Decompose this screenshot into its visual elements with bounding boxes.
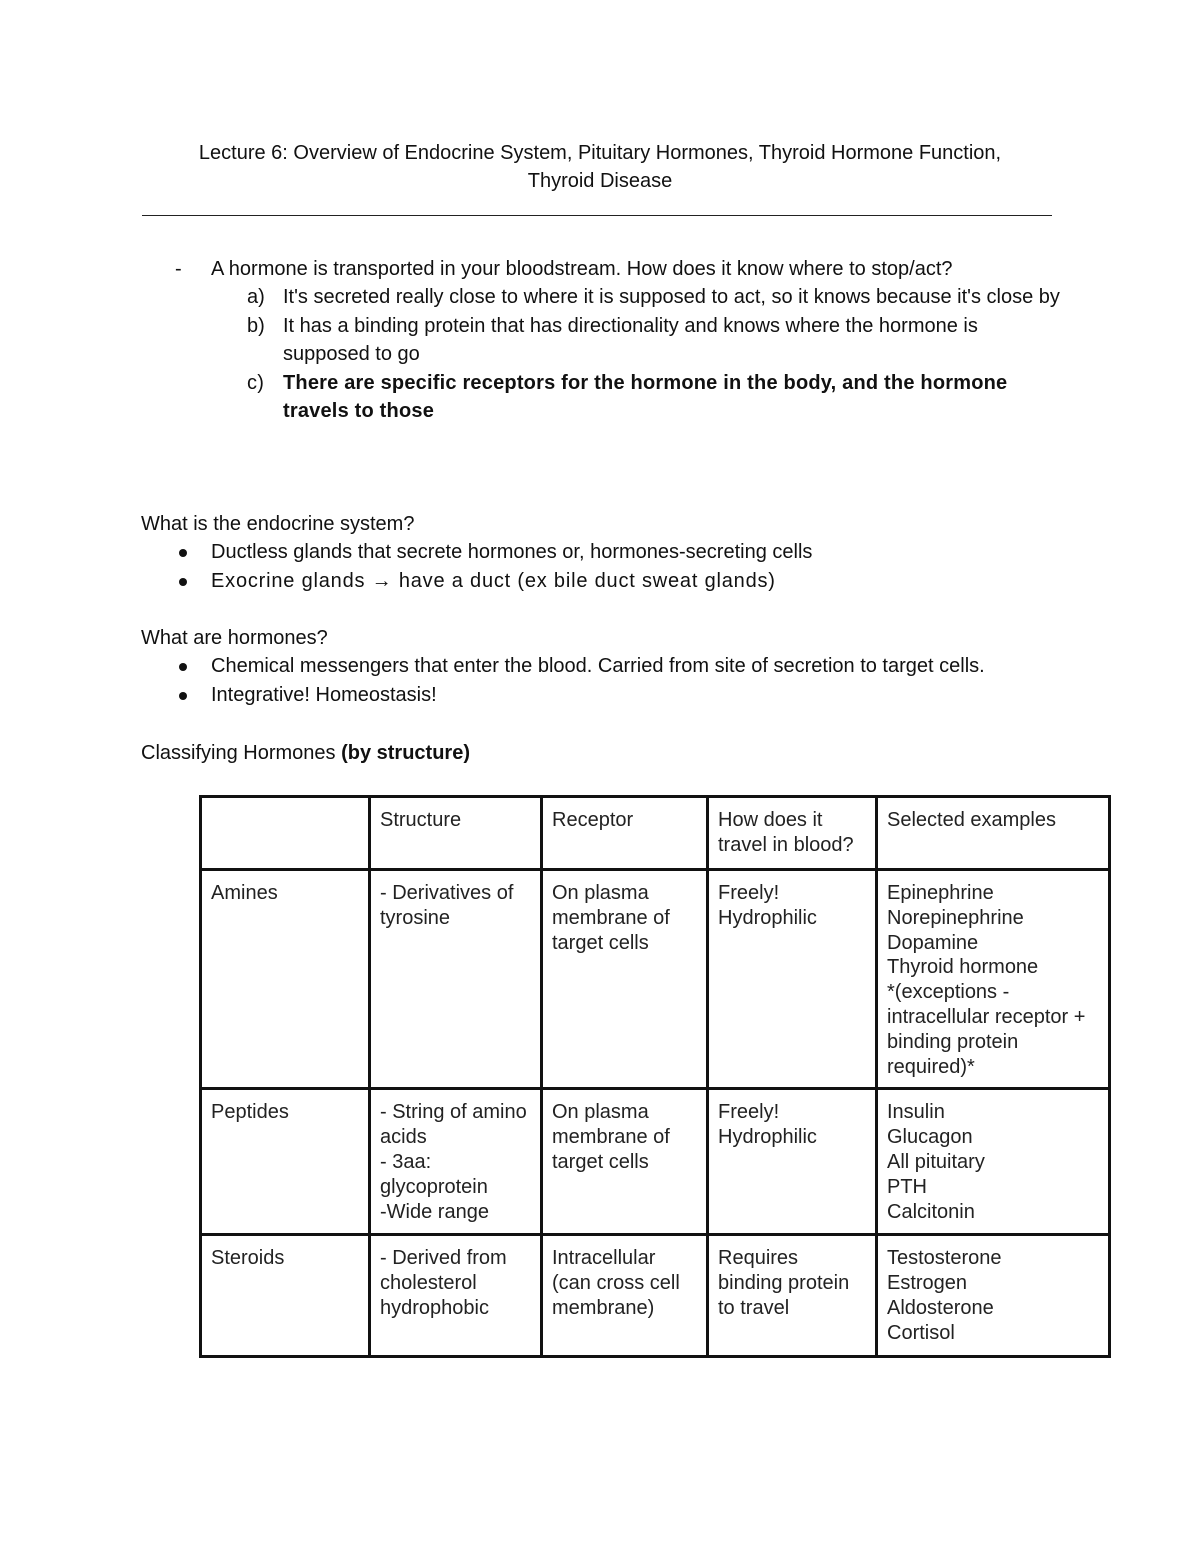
bullet-icon bbox=[179, 692, 187, 700]
receptor-cell bbox=[542, 1235, 708, 1357]
receptor-cell bbox=[542, 1089, 708, 1235]
cell-line: - 3aa: glycoprotein bbox=[380, 1150, 488, 1198]
bullet-item bbox=[175, 652, 985, 681]
endocrine-heading: What is the endocrine system? bbox=[141, 513, 415, 535]
hormones-heading: What are hormones? bbox=[141, 627, 328, 649]
cell-line: Estrogen bbox=[887, 1272, 968, 1295]
cell-line: Intracellular (can cross cell membrane) bbox=[552, 1247, 680, 1319]
travel-cell bbox=[708, 1089, 877, 1235]
travel-cell bbox=[708, 1235, 877, 1357]
cell-line: Requires binding protein to travel bbox=[718, 1247, 850, 1319]
bullet-text: Chemical messengers that enter the blood. Carried from site of secretion to target cells. bbox=[211, 655, 985, 677]
cell-line: - Derivatives of tyrosine bbox=[380, 882, 514, 929]
header-cell: Selected examples bbox=[877, 797, 1110, 870]
bullet-icon bbox=[179, 578, 187, 586]
cell-line: Hydrophilic bbox=[718, 1126, 817, 1149]
cell-line: - Derived from cholesterol hydrophobic bbox=[380, 1247, 507, 1319]
cell-line: Epinephrine bbox=[887, 882, 994, 904]
classifying-heading-text: Classifying Hormones bbox=[141, 742, 342, 764]
travel-cell bbox=[708, 870, 877, 1089]
row-name-cell: Steroids bbox=[201, 1235, 370, 1357]
cell-line: Norepinephrine bbox=[887, 906, 1024, 929]
classifying-heading-bold: (by structure) bbox=[341, 742, 470, 764]
table-row bbox=[201, 1235, 1110, 1357]
examples-cell bbox=[877, 1235, 1110, 1357]
bullet-text: Exocrine glands → have a duct (ex bile duct sweat glands) bbox=[211, 569, 776, 592]
answer-options-list bbox=[247, 283, 1067, 426]
option-marker: b) bbox=[247, 314, 265, 337]
bullet-icon bbox=[179, 549, 187, 557]
option-marker: a) bbox=[247, 286, 265, 308]
table-header-row bbox=[201, 797, 1110, 870]
header-cell bbox=[201, 797, 370, 870]
structure-cell bbox=[370, 870, 542, 1089]
cell-line: On plasma membrane of target cells bbox=[552, 882, 670, 954]
option-text: There are specific receptors for the hormone in the body, and the hormone travels to those bbox=[283, 371, 1008, 422]
cell-line: PTH bbox=[887, 1175, 927, 1198]
header-cell: Structure bbox=[370, 797, 542, 870]
option-text: It has a binding protein that has directionality and knows where the hormone is supposed to go bbox=[283, 314, 978, 365]
hormones-bullet-list bbox=[175, 652, 985, 709]
cell-line: Calcitonin bbox=[887, 1200, 975, 1223]
cell-line: -Wide range bbox=[380, 1200, 489, 1223]
classifying-heading bbox=[141, 739, 470, 767]
cell-line: Thyroid hormone bbox=[887, 956, 1039, 979]
bullet-icon bbox=[179, 663, 187, 671]
examples-cell bbox=[877, 870, 1110, 1089]
bullet-item bbox=[175, 567, 812, 596]
answer-option-b bbox=[247, 312, 1067, 369]
horizontal-rule bbox=[142, 215, 1052, 216]
cell-line: Aldosterone bbox=[887, 1296, 994, 1319]
bullet-item bbox=[175, 538, 812, 567]
cell-line: Freely! bbox=[718, 882, 780, 904]
table-row bbox=[201, 1089, 1110, 1235]
row-name-cell: Amines bbox=[201, 870, 370, 1089]
endocrine-bullet-list bbox=[175, 538, 812, 595]
cell-line: Cortisol bbox=[887, 1321, 955, 1344]
examples-cell bbox=[877, 1089, 1110, 1235]
bullet-text: Integrative! Homeostasis! bbox=[211, 683, 437, 706]
cell-line: All pituitary bbox=[887, 1150, 985, 1173]
cell-line: Hydrophilic bbox=[718, 906, 817, 929]
cell-line: Testosterone bbox=[887, 1247, 1002, 1270]
option-text: It's secreted really close to where it is supposed to act, so it knows because it's close by bbox=[283, 286, 1060, 308]
page-title-line-1: Lecture 6: Overview of Endocrine System, Pituitary Hormones, Thyroid Hormone Function, bbox=[198, 142, 1002, 164]
structure-cell bbox=[370, 1235, 542, 1357]
receptor-cell bbox=[542, 870, 708, 1089]
dash-marker: - bbox=[175, 258, 182, 280]
cell-line: Freely! bbox=[718, 1101, 780, 1124]
cell-line: Glucagon bbox=[887, 1126, 973, 1149]
answer-option-c bbox=[247, 369, 1067, 426]
cell-line: Insulin bbox=[887, 1101, 945, 1124]
cell-line: *(exceptions - intracellular receptor + binding protein required)* bbox=[887, 981, 1086, 1078]
structure-cell bbox=[370, 1089, 542, 1235]
bullet-text: Ductless glands that secrete hormones or, hormones-secreting cells bbox=[211, 541, 813, 563]
hormone-classification-table bbox=[199, 795, 1111, 1358]
header-cell: How does it travel in blood? bbox=[708, 797, 877, 870]
option-marker: c) bbox=[247, 371, 265, 394]
page-title bbox=[0, 139, 1200, 195]
answer-option-a bbox=[247, 283, 1067, 312]
table-row bbox=[201, 870, 1110, 1089]
cell-line: - String of amino acids bbox=[380, 1101, 527, 1149]
header-cell: Receptor bbox=[542, 797, 708, 870]
cell-line: Dopamine bbox=[887, 931, 979, 954]
question-text: A hormone is transported in your bloodstream. How does it know where to stop/act? bbox=[211, 258, 953, 280]
row-name-cell: Peptides bbox=[201, 1089, 370, 1235]
page-title-line-2: Thyroid Disease bbox=[527, 170, 673, 192]
cell-line: On plasma membrane of target cells bbox=[552, 1101, 670, 1173]
bullet-item bbox=[175, 681, 985, 710]
